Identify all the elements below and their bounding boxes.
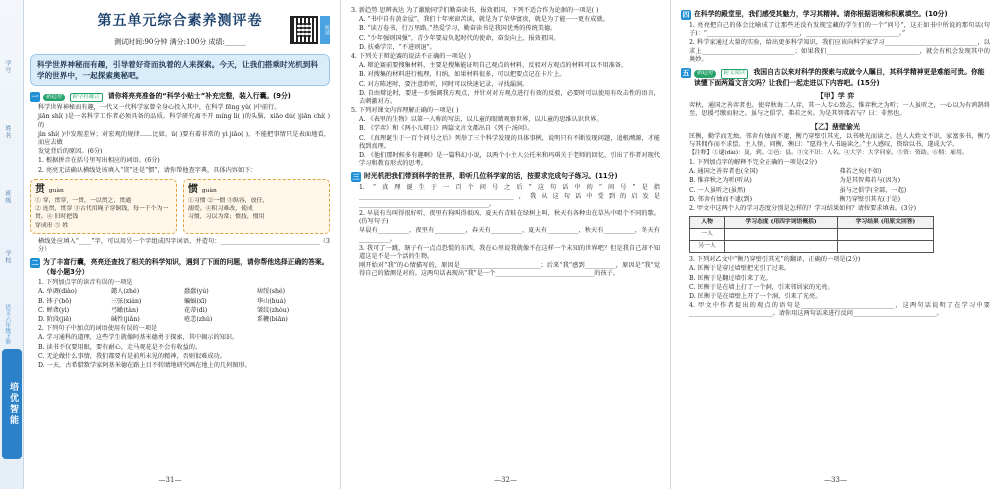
option-cell: 弗若之矣(不如) xyxy=(839,168,882,176)
option-line[interactable]: B. 匡衡于是翻过墙引来了光。 xyxy=(689,274,772,282)
side-label-number: 学号 xyxy=(3,60,11,74)
section-number: 二 xyxy=(31,259,39,268)
section-4-heading xyxy=(681,10,990,20)
page-32 xyxy=(340,0,670,489)
dict-line: 溺爱。④积习难改，使成 xyxy=(188,206,253,213)
option-cell: D. 阶段(jiē) xyxy=(38,315,72,323)
question-2: 2. 亮亮无法确认横线处该填入“贯”还是“惯”，请你帮他查字典，具体内容如下： xyxy=(38,166,257,174)
table-header: 学习态度 (用四字词语概括) xyxy=(725,217,838,229)
option-row[interactable] xyxy=(30,298,330,306)
trend-tag: 新趋势 xyxy=(694,70,716,78)
dictionary-entry-left xyxy=(30,179,177,234)
option-cell: 三弦(xián) xyxy=(111,297,142,305)
section-2-text: 为了丰富行囊，亮亮还查找了相关的科学知识，遇到了下面的问题，请你帮他选择正确的答案。（每小题3分） xyxy=(43,258,329,276)
section-1-heading xyxy=(30,92,330,103)
dict-line: ① 穿，贯穿，一贯，一以贯之，贯通 xyxy=(35,197,132,204)
question-5: 5. 下列对课文内容理解正确的一项是( ) xyxy=(351,107,459,115)
option-row[interactable] xyxy=(681,168,990,176)
section-4-text: 在科学的殿堂里，我们感受其魅力，学习其精神。请你根据语境和积累填空。(10分) xyxy=(694,10,948,18)
option-line[interactable]: B. 《学弈》和《两小儿辩日》两篇文言文都出自《列子·汤问》。 xyxy=(359,125,534,133)
section-1-text: 请你将亮亮准备的“科学小贴士”补充完整，装入行囊。(9分) xyxy=(107,91,291,100)
qr-audio-tag: 听读 xyxy=(320,16,330,44)
dict-line: 穿成串 ⑤ 姓 xyxy=(35,222,69,229)
qr-code-icon[interactable] xyxy=(290,16,318,44)
option-cell: 系鞭(biān) xyxy=(257,315,288,323)
section-number: 三 xyxy=(352,173,360,182)
option-line[interactable]: C. 无论做什么事情，我们都要有是前所未见的精神，否则很难成功。 xyxy=(38,352,226,360)
question-4-1[interactable]: 1. 亮亮把自己的体会比喻成了让那些还没有发现宝藏的学生们的一个“问号”，这正如书中所说的那句话(句子)：“______________________________，______________________________。” xyxy=(689,22,990,38)
dict-char: 惯 xyxy=(188,183,198,195)
option-cell: 弓瞰(tàn) xyxy=(111,306,139,314)
option-cell: 花蒂(dì) xyxy=(184,306,208,314)
option-cell: 懿人(zhé) xyxy=(111,288,140,296)
brand-subtitle: 语文·六年级下册 xyxy=(4,303,11,344)
table-answer-cell[interactable] xyxy=(837,241,933,253)
question-3-3: 3. 我可了一跳，瞎子有一点点恐慌的东西，我在心里说我就像不在这样一个未知的世界吧？但是我自己却不知道这是不是一个活的生物。 xyxy=(359,244,660,260)
option-line[interactable]: A. 学习通科的道理，这些学生就像阿基米德勇于探索，其中揭示的知识。 xyxy=(38,334,239,342)
option-line[interactable]: A. 辩论赛前要搜集材料，主要是搜集能证明自己观点的材料，反驳对方观点的材料可以不用准备。 xyxy=(359,62,628,70)
option-line[interactable]: B. 对搜集的材料进行梳理，归纳，如果材料很多，可以把要点记在卡片上。 xyxy=(359,71,566,79)
table-header: 人物 xyxy=(690,217,725,229)
table-row xyxy=(690,241,934,253)
option-cell: C. 蝉聋(yì) xyxy=(38,306,70,314)
passage-line: 发觉背后的原因。(6分) xyxy=(38,148,103,156)
passage-line: 科学世界神秘而有趣，一代又一代科学家曾全身心投入其中，在科学 fēng yǔ( )中前行。 xyxy=(38,104,281,112)
table-answer-cell[interactable] xyxy=(837,229,933,241)
option-cell: 为是其智弗若与(因为) xyxy=(839,177,901,185)
option-line[interactable]: A. “书中自有黄金屋”，我们十年寒窗苦读，就是为了荣华富贵，就是为了能一一更有成就。 xyxy=(359,16,609,24)
trend-tag: 新趋势 xyxy=(43,94,65,102)
side-label-name: 姓名 xyxy=(3,125,11,139)
option-line[interactable]: A. 《表里的生物》以第一人称的写法，以儿童的眼睛观察世界，以儿童的思维认识世界。 xyxy=(359,116,603,124)
table-row xyxy=(690,229,934,241)
side-label-class: 班级 xyxy=(3,190,11,204)
dict-line: ①习惯 ②一惯 ③纵容，放任， xyxy=(188,197,269,204)
option-cell: 虽与之俱学(全部，一起) xyxy=(839,186,907,194)
option-line[interactable]: C. 《真理诞生于一百个问号之后》列举了三个科学发现的具体事例，说明只有不断发现问题，追根溯源，才能找到真理。 xyxy=(359,134,660,150)
option-cell: 皱纹(zhòu) xyxy=(257,306,290,314)
side-label-school: 学校 xyxy=(3,250,11,264)
table-cell: 一人 xyxy=(690,229,725,241)
question-4: 4. 下列关于辩论赛的说法不正确的一项是( ) xyxy=(351,52,471,60)
fill-in-answer[interactable]: 横线处应填入“____”字，可以用另一个字组成四字词语，并造句：________________________________（3分） xyxy=(38,237,330,254)
section-3-text: 时光机把我们带到科学的世界，聆听几位科学家的话，按要求完成句子练习。(11分) xyxy=(364,172,618,181)
page-number: —32— xyxy=(494,475,517,484)
fill-in-answer[interactable]: 早晨有__________，夜里有__________，春天有__________，夏天有__________，秋天有__________，冬天有__________。 xyxy=(359,227,660,243)
passage-jia-title: 【甲】学 弈 xyxy=(816,91,855,101)
option-row[interactable] xyxy=(30,288,330,296)
dict-line: 习惯，习以为常；惯技，惯用 xyxy=(188,214,265,221)
section-3-heading xyxy=(351,172,660,182)
option-cell: 疮恙(zhǔ) xyxy=(184,315,213,323)
option-row[interactable] xyxy=(681,187,990,195)
table-answer-cell[interactable] xyxy=(725,241,838,253)
option-cell: A. 通国之善弈者也(全国) xyxy=(689,168,758,176)
side-binding-strip xyxy=(0,0,24,489)
section-number: 四 xyxy=(682,11,690,19)
option-cell: 衡乃穿壁引其光(于是) xyxy=(839,195,901,203)
option-row[interactable] xyxy=(681,177,990,185)
section-2-heading xyxy=(30,258,330,277)
page-number: —33— xyxy=(824,475,847,484)
table-cell: 另一人 xyxy=(690,241,725,253)
question-5-4[interactable]: 4. 甲文中作者提出的观点的语句是______________________________，这两句话说明了在学习中要___________________________。请你用这两句话来进行反问___________________________。 xyxy=(689,302,990,318)
option-line[interactable]: D. 自由辩论时，要进一步强调我方观点，并针对对方观点进行有效的反驳，必要时可以使用有攻击性的语言，去刺激对方。 xyxy=(359,89,660,105)
section-5-heading xyxy=(681,68,990,88)
option-line[interactable]: B. 读书不仅要用眼，要有耐心，走马观花是不会有收益的。 xyxy=(38,343,202,351)
option-cell: 华山(huá) xyxy=(257,297,286,305)
section-5-text: 我国自古以来对科学的探索与成就令人瞩目，其科学精神更是难能可贵。你能读懂下面两篇文言文吗？让我们一起走进以下内容吧。(15分) xyxy=(694,67,985,87)
option-cell: 蠢蠢(yú) xyxy=(184,288,209,296)
page-title: 第五单元综合素养测评卷 xyxy=(97,13,263,29)
option-cell: 碱性(jiǎn) xyxy=(111,315,140,323)
question-2-2: 2. 下列句子中加点的词语使用有误的一项是 xyxy=(38,325,158,333)
fill-in-answer[interactable]: 刚开始对“我”的心情描写的，原因是__________________________；后来“我”感到__________，原因是“我”觉得自己的猜测是对的。这两句话表现出“我”是一个________________________________的孩子。 xyxy=(359,262,660,278)
page-number: —31— xyxy=(158,475,182,484)
option-line[interactable]: D. 一天，古希腊数学家阿基米德在路上目不转睛地研究画在地上的几何图形。 xyxy=(38,361,251,369)
question-5-1: 1. 下列加点字的解释不完全正确的一项是(2分) xyxy=(689,159,818,167)
dict-pinyin: guàn xyxy=(48,187,64,194)
dictionary-entry-right xyxy=(183,179,330,234)
passage-line: jiān shǐ( )是一名科学工作者必须具备的品质。科学研究离不开 míng lì( )的头脑，xiāo dú( )jiān chí( )的 xyxy=(38,113,330,129)
attitude-table xyxy=(689,216,934,253)
option-line[interactable]: C. “少年强则国强”，青少年要肩负起时代的使命，奋发向上，报效祖国。 xyxy=(359,34,560,42)
option-line[interactable]: D. 扶桑学宗，“不进则退”。 xyxy=(359,43,436,51)
passage-yi-text: 匡衡，勤学而无烛。邻舍有烛而不逮，衡乃穿壁引其光，以书映光而读之。邑人大姓文不识，家富多书，衡乃与其佣作而不求偿。主人怪，问衡，衡曰：“愿得主人书遍读之。”主人感叹，资给以书，遂成大学。 xyxy=(689,132,990,149)
question-5-3: 3. 下列对乙文中“衡乃穿壁引其光”的翻译，正确的一项是(2分) xyxy=(689,256,861,264)
option-row[interactable] xyxy=(681,196,990,204)
question-3-1[interactable]: 1. “真理诞生于一百个问号之后”这句话中的“问号”是指__________________________________________________，我从这句话中受到的启发是__________________________________________。 xyxy=(359,184,660,208)
option-line[interactable]: D. 匡衡于是在墙壁上开了一个洞，引来了光亮。 xyxy=(689,292,822,300)
section-number: 一 xyxy=(31,92,39,101)
passage-jia-text: 弈秋，通国之善弈者也。使弈秋诲二人弈，其一人专心致志，惟弈秋之为听；一人虽听之，一心以为有鸿鹄将至，思援弓缴而射之。虽与之俱学，弗若之矣。为是其智弗若与？曰：非然也。 xyxy=(689,102,990,118)
intro-banner: 科学世界神秘而有趣，引导着好奇而执着的人来探索。今天，让我们搭乘时光机到科学的世界中，一起探索奥秘吧。 xyxy=(30,54,330,86)
option-row[interactable] xyxy=(30,316,330,324)
option-cell: D. 邻舍有烛而不逮(到) xyxy=(689,195,753,203)
option-line[interactable]: A. 匡衡于是穿过墙壁把光引了过来。 xyxy=(689,265,791,273)
dict-pinyin: guàn xyxy=(201,187,217,194)
question-3-2: 2. 早晨有鸟叫得很好听，夜里有狗叫得很凶，夏天有青蛙在绿树上叫，秋天有各种虫在草丛中唱个不同的歌。(仿写句子) xyxy=(359,209,660,226)
page-31 xyxy=(0,0,340,489)
option-line[interactable]: C. 匡衡于是在墙上打了一个洞，引来邻居家的光亮。 xyxy=(689,283,834,291)
dict-char: 贯 xyxy=(35,183,45,195)
category-tag: 跨学科融合 xyxy=(70,93,103,103)
option-cell: 蝙蝠(xī) xyxy=(184,297,207,305)
passage-line: jìn shí( )中发现差异；对宏观的规律……比如，ü( )要有着非常的 yì jiǎo( )，不能把事情只是表面地看，而应去做 xyxy=(38,130,330,147)
option-line[interactable]: B. “读万卷书，行万里路。”热爱学习，勤奋读书是我国优秀的传统美德。 xyxy=(359,25,557,33)
question-5-2: 2. 甲文中这两个人的学习态度分别是怎样的？学习结果如何？请按要求填表。(3分) xyxy=(689,204,917,212)
annotation-note: 【注释】①逮(dài)：及，到。②邑：县。③文不识：人名。④大学：大学问家。⑤资：资助。⑥佣：雇用。 xyxy=(689,150,968,157)
option-cell: A. 单调(diào) xyxy=(38,288,77,296)
brand-logo: 培优智能 xyxy=(2,349,22,459)
question-1: 1. 根据拼音在括号里写出相应的词语。(6分) xyxy=(38,157,160,165)
table-answer-cell[interactable] xyxy=(725,229,838,241)
section-number: 五 xyxy=(682,68,690,77)
option-cell: B. 钵子(bō) xyxy=(38,297,72,305)
test-meta: 测试时间:90分钟 满分:100分 成绩:______ xyxy=(114,38,246,47)
question-2-1: 1. 下列加点字的读音有误的一项是 xyxy=(38,279,133,287)
question-3: 3. 新趋势 思辨表达 为了激励同学们勤奋读书，报效祖国，下列不适合作为论据的一项是( ) xyxy=(351,7,599,14)
question-4-2[interactable]: 2. 科学家通过大量的实验，给出更多科学知识，我们应该向科学家学习______________________________，以求上______________________________；如果我们______________________________，就会有机会发现其中的奥妙。 xyxy=(689,39,990,63)
option-cell: 痞绥(shé) xyxy=(257,288,286,296)
option-line[interactable]: D. 《他们那时候多有趣啊》是一篇科幻小说，以两个小主人公托米和玛琪关于老师的回忆，引出了作者对现代学习和教育形式的思考。 xyxy=(359,152,660,168)
passage-yi-title: 【乙】凿壁偷光 xyxy=(811,121,860,131)
option-row[interactable] xyxy=(30,307,330,315)
option-line[interactable]: C. 对方陈述时，要注意聆听，同时可以快速记录，寻找漏洞。 xyxy=(359,80,529,88)
option-cell: C. 一人虽听之(虽然) xyxy=(689,186,746,194)
category-tag: 跨文阅读 xyxy=(721,69,749,79)
table-header: 学习结果 (用原文回答) xyxy=(837,217,933,229)
dict-line: ② 连贯，贯穿 ③古代用绳子穿铜钱，每一千个为一贯。④ 旧时把钱 xyxy=(35,206,169,221)
page-33 xyxy=(670,0,1000,489)
option-cell: B. 惟弈秋之为听(听从) xyxy=(689,177,752,185)
dictionary-box xyxy=(30,179,330,234)
